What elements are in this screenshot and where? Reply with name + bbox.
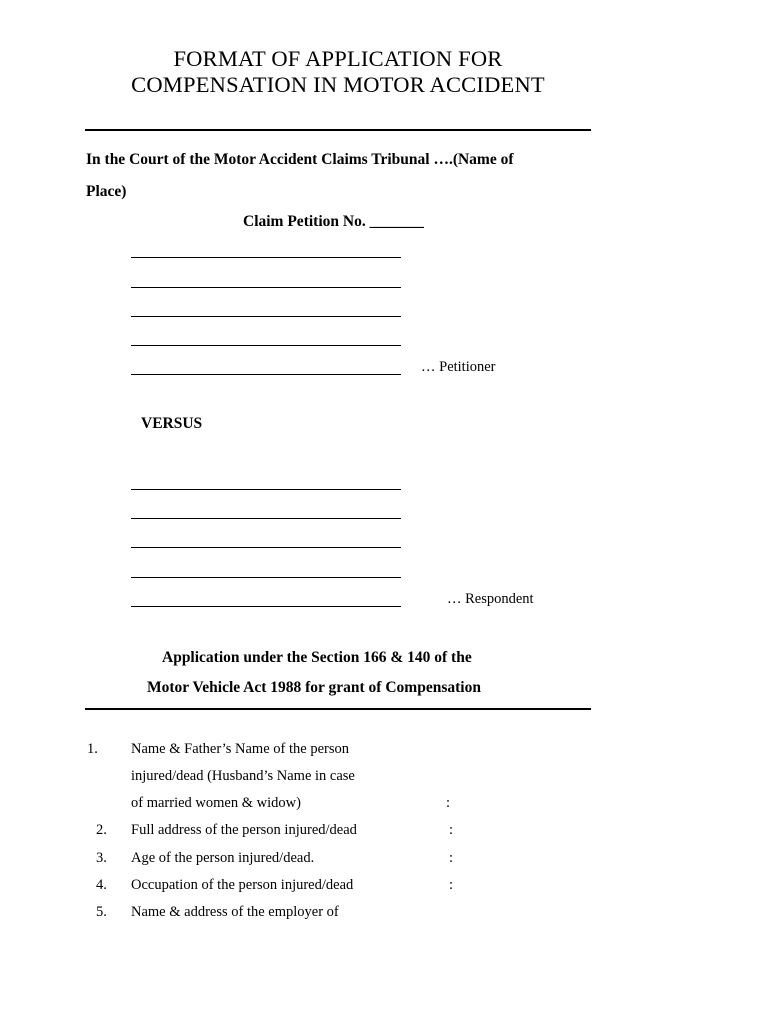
item-number: 4. (96, 877, 107, 893)
court-heading-line-2: Place) (86, 183, 127, 200)
item-colon: : (449, 850, 454, 866)
petitioner-blank-line (131, 316, 401, 317)
respondent-label: … Respondent (447, 591, 534, 607)
application-heading-line-1: Application under the Section 166 & 140 of the (162, 649, 472, 666)
document-title-line-1: FORMAT OF APPLICATION FOR (173, 46, 503, 71)
item-colon: : (446, 795, 451, 811)
respondent-blank-line (131, 577, 401, 578)
petitioner-blank-line (131, 345, 401, 346)
item-colon: : (449, 877, 454, 893)
item-colon: : (449, 822, 454, 838)
item-number: 2. (96, 822, 107, 838)
respondent-blank-line (131, 489, 401, 490)
versus-label: VERSUS (141, 415, 203, 432)
petitioner-blank-line (131, 257, 401, 258)
item-text: Age of the person injured/dead. (131, 850, 315, 866)
petitioner-blank-line (131, 374, 401, 375)
item-text: of married women & widow) (131, 795, 301, 811)
application-divider (85, 708, 591, 710)
item-text: Name & address of the employer of (131, 904, 339, 920)
respondent-blank-line (131, 547, 401, 548)
item-text: Full address of the person injured/dead (131, 822, 357, 838)
respondent-blank-line (131, 518, 401, 519)
item-number: 1. (87, 741, 98, 757)
item-text: Name & Father’s Name of the person (131, 741, 349, 757)
item-text: injured/dead (Husband’s Name in case (131, 768, 355, 784)
item-number: 3. (96, 850, 107, 866)
court-heading-line-1: In the Court of the Motor Accident Claims Tribunal ….(Name of (86, 151, 514, 168)
item-text: Occupation of the person injured/dead (131, 877, 354, 893)
petitioner-blank-line (131, 287, 401, 288)
respondent-blank-line (131, 606, 401, 607)
claim-petition-number: Claim Petition No. _______ (243, 213, 424, 230)
item-number: 5. (96, 904, 107, 920)
application-heading-line-2: Motor Vehicle Act 1988 for grant of Compensation (147, 679, 481, 696)
title-divider (85, 129, 591, 131)
document-title-line-2: COMPENSATION IN MOTOR ACCIDENT (131, 72, 545, 97)
petitioner-label: … Petitioner (421, 359, 496, 375)
